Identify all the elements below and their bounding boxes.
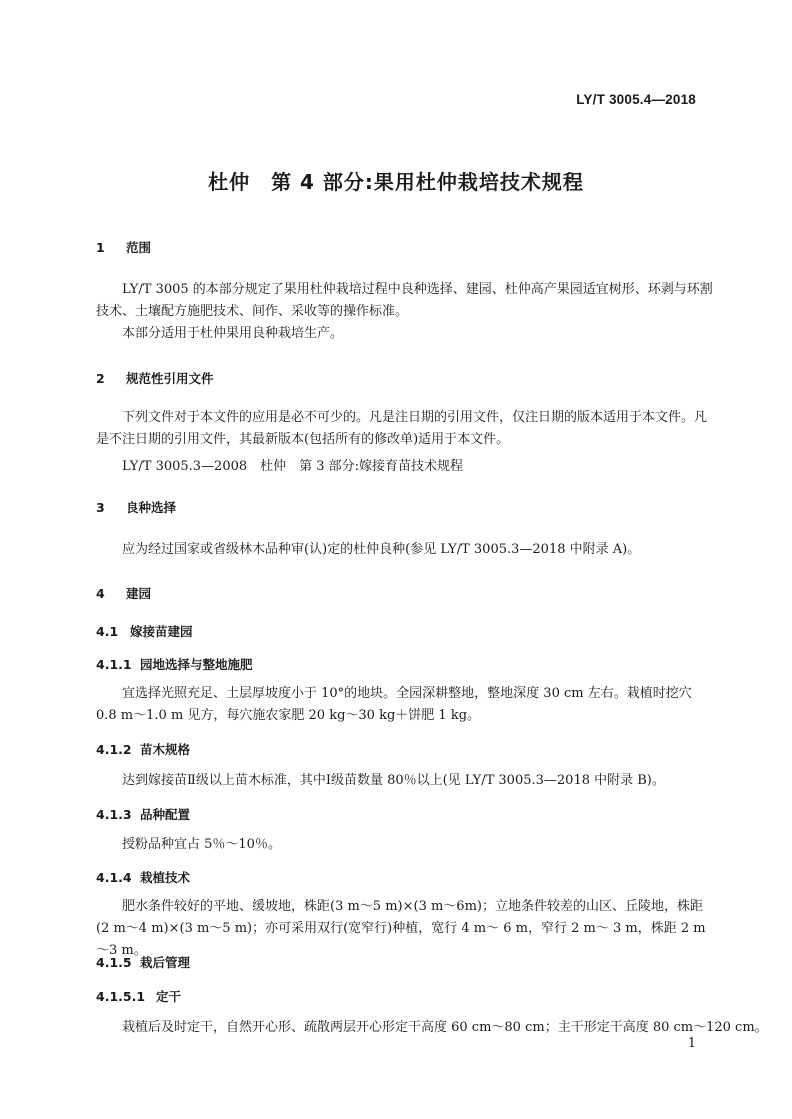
section-number: 4.1.2 (96, 742, 132, 757)
section-title: 规范性引用文件 (126, 371, 214, 386)
section-4-1-3-paragraph: 授粉品种宜占 5％～10％。 (122, 837, 281, 852)
section-number: 3 (96, 500, 105, 515)
section-title: 苗木规格 (140, 742, 191, 757)
section-4-1-4-paragraph: 肥水条件较好的平地、缓坡地，株距(3 m～5 m)×(3 m～6m)；立地条件较差的山区、丘陵地，株距(2 m～4 m)×(3 m～5 m)；亦可采用双行(宽窄行)种植，宽行 4 m～ 6 m，窄行 2 m～ 3 m，株距 2 m～3 m。 (96, 899, 706, 958)
section-title: 范围 (126, 240, 152, 255)
section-4-1-5-heading (96, 953, 190, 971)
section-4-1-5-1-heading (96, 987, 181, 1005)
section-title: 良种选择 (126, 500, 177, 515)
section-title: 栽后管理 (140, 955, 191, 970)
section-number: 4.1.3 (96, 807, 132, 822)
section-number: 4.1 (96, 624, 119, 639)
section-title: 品种配置 (140, 807, 191, 822)
section-2-heading (96, 369, 214, 387)
section-number: 1 (96, 240, 105, 255)
section-number: 4.1.1 (96, 657, 132, 672)
page-number: 1 (687, 1036, 696, 1051)
section-4-1-1-heading (96, 655, 253, 673)
section-number: 4.1.5 (96, 955, 132, 970)
section-title: 嫁接苗建园 (130, 624, 193, 639)
section-1-paragraph-1: LY/T 3005 的本部分规定了果用杜仲栽培过程中良种选择、建园、杜仲高产果园适宜树形、环剥与环割技术、土壤配方施肥技术、间作、采收等的操作标准。 (96, 282, 713, 319)
section-4-1-4-heading (96, 868, 190, 886)
section-4-1-1-paragraph: 宜选择光照充足、土层厚坡度小于 10°的地块。全园深耕整地，整地深度 30 cm 左右。栽植时挖穴 0.8 m～1.0 m 见方，每穴施农家肥 20 kg～30 kg＋饼肥 1 kg。 (96, 686, 692, 723)
section-title: 建园 (126, 586, 152, 601)
section-3-paragraph-1: 应为经过国家或省级林木品种审(认)定的杜仲良种(参见 LY/T 3005.3—2018 中附录 A)。 (122, 542, 641, 557)
section-4-heading (96, 584, 151, 602)
section-4-1-2-heading (96, 740, 190, 758)
document-code: LY/T 3005.4—2018 (576, 92, 696, 107)
section-number: 2 (96, 371, 105, 386)
section-2-paragraph-1: 下列文件对于本文件的应用是必不可少的。凡是注日期的引用文件，仅注日期的版本适用于本文件。凡是不注日期的引用文件，其最新版本(包括所有的修改单)适用于本文件。 (96, 410, 708, 447)
normative-reference: LY/T 3005.3—2008 杜仲 第 3 部分:嫁接育苗技术规程 (122, 459, 464, 474)
section-title: 定干 (156, 989, 182, 1004)
section-title: 栽植技术 (140, 870, 191, 885)
section-3-heading (96, 498, 176, 516)
section-number: 4 (96, 586, 105, 601)
section-4-1-heading (96, 622, 193, 640)
section-number: 4.1.5.1 (96, 989, 146, 1004)
section-1-heading (96, 238, 151, 256)
section-4-1-3-heading (96, 805, 190, 823)
section-number: 4.1.4 (96, 870, 132, 885)
section-4-1-5-1-paragraph: 栽植后及时定干，自然开心形、疏散两层开心形定干高度 60 cm～80 cm；主干形定干高度 80 cm～120 cm。 (122, 1020, 768, 1035)
section-title: 园地选择与整地施肥 (140, 657, 253, 672)
document-title: 杜仲 第 4 部分:果用杜仲栽培技术规程 (208, 170, 584, 194)
section-1-paragraph-2: 本部分适用于杜仲果用良种栽培生产。 (122, 326, 344, 341)
section-4-1-2-paragraph: 达到嫁接苗Ⅱ级以上苗木标准，其中Ⅰ级苗数量 80％以上(见 LY/T 3005.3—2018 中附录 B)。 (122, 773, 665, 788)
